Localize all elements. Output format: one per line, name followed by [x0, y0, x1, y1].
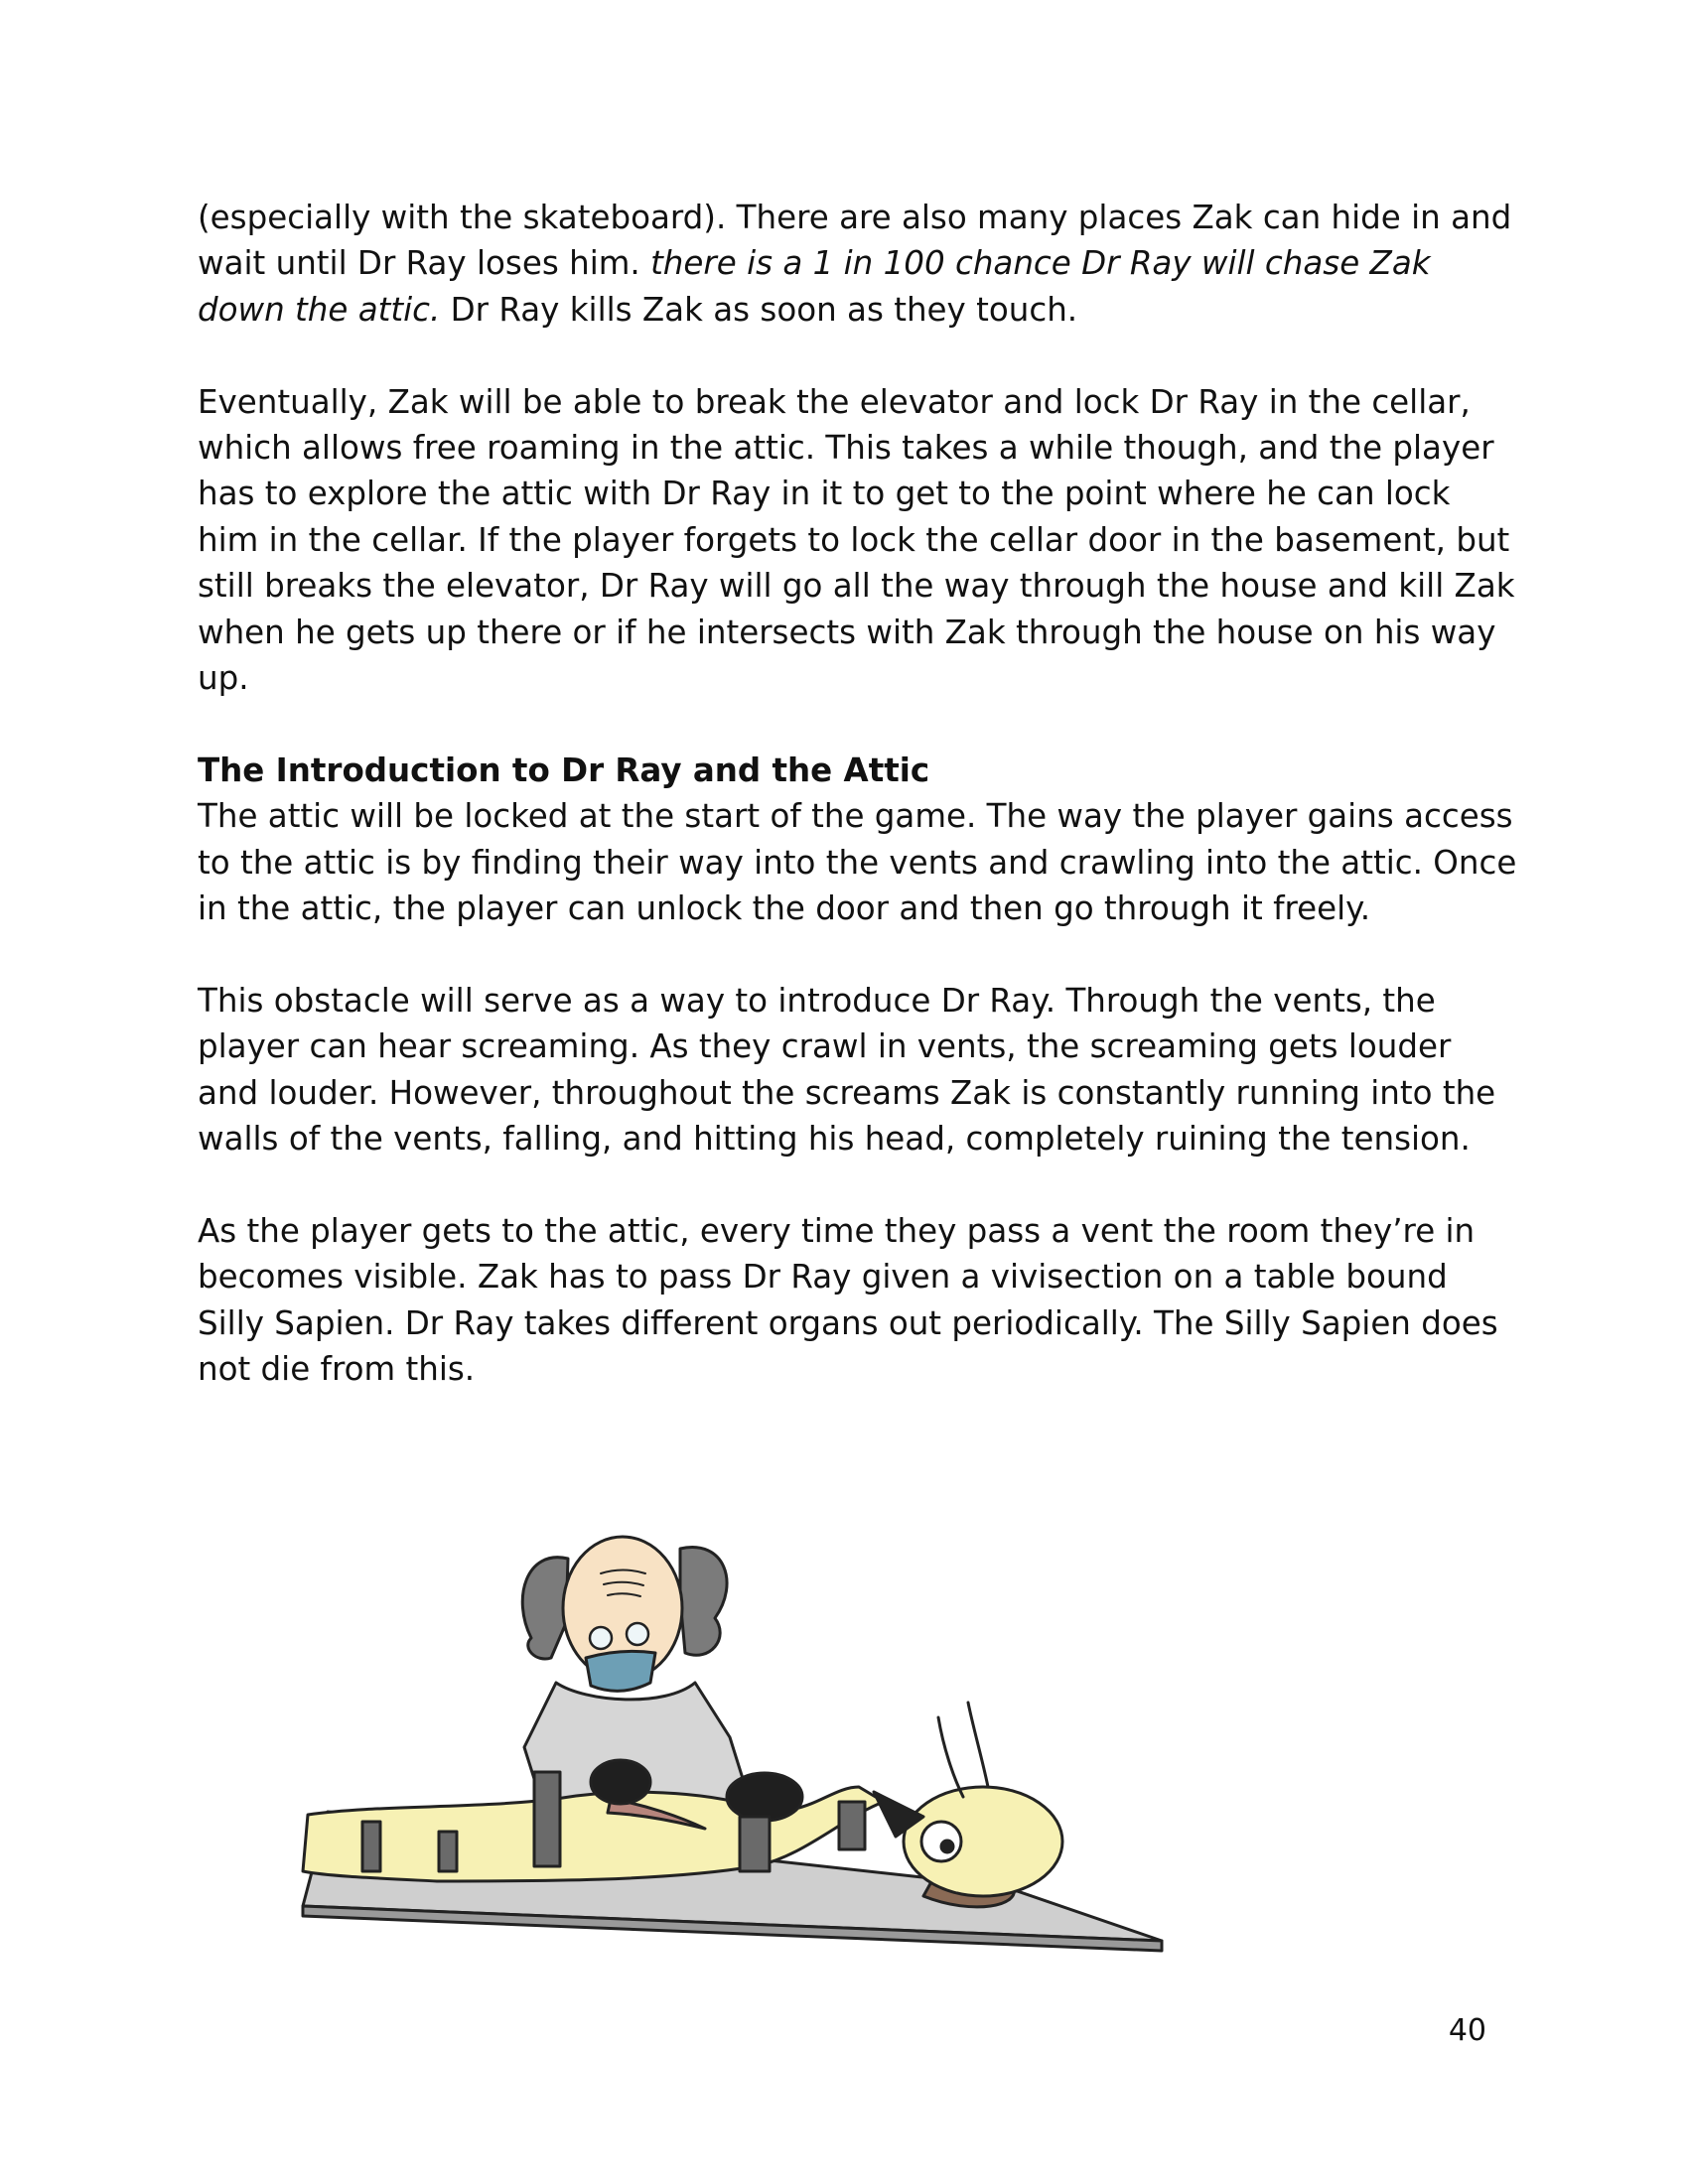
alien-eye: [921, 1822, 961, 1861]
strap-neck: [839, 1802, 865, 1849]
alien-pupil: [941, 1841, 953, 1852]
strap-knee: [439, 1832, 457, 1871]
paragraph-elevator: Eventually, Zak will be able to break the elevator and lock Dr Ray in the cellar, which allows free roaming in the attic. This takes a while though, and the player has to explore the attic with Dr Ray in it to get to the point where he can lock him in the cellar. If the player forgets to lock the cellar door in the basement, but still breaks the elevator, Dr Ray will go all the way through the house and kill Zak when he gets up there or if he intersects with Zak through the house on his way up.: [198, 382, 1515, 698]
paragraph-chase: (especially with the skateboard). There are also many places Zak can hide in and wait until Dr Ray loses him. there is a 1 in 100 chance Dr Ray will chase Zak down the attic. Dr Ray kills Zak as soon as they touch.: [198, 199, 1512, 329]
surgical-mask: [586, 1651, 655, 1691]
glove-left: [591, 1760, 650, 1804]
section-heading: The Introduction to Dr Ray and the Attic: [198, 751, 930, 789]
page-number: 40: [1448, 2013, 1486, 2048]
paragraph-vents: This obstacle will serve as a way to introduce Dr Ray. Through the vents, the player can hear screaming. As they crawl in vents, the screaming gets louder and louder. However, throughout the screams Zak is constantly running into the walls of the vents, falling, and hitting his head, completely ruining the tension.: [198, 981, 1496, 1159]
alien-antenna: [938, 1703, 988, 1797]
document-body: [198, 195, 1518, 1393]
italic-note: there is a 1 in 100 chance Dr Ray will chase Zak down the attic.: [198, 244, 1431, 329]
strap-waist: [534, 1772, 560, 1866]
paragraph-vivisection: As the player gets to the attic, every time they pass a vent the room they’re in becomes visible. Zak has to pass Dr Ray given a vivisection on a table bound Silly Sapien. Dr Ray takes different organs out periodically. The Silly Sapien does not die from this.: [198, 1211, 1498, 1389]
glasses-left: [590, 1627, 612, 1649]
strap-feet: [362, 1822, 380, 1871]
strap-chest: [740, 1817, 770, 1871]
vivisection-illustration: [288, 1489, 1182, 1966]
paragraph-attic-locked: The attic will be locked at the start of the game. The way the player gains access to the attic is by finding their way into the vents and crawling into the attic. Once in the attic, the player can unlock the door and then go through it freely.: [198, 797, 1517, 928]
glasses-right: [627, 1623, 648, 1645]
glove-right: [727, 1773, 802, 1821]
section-intro: [198, 748, 1518, 932]
